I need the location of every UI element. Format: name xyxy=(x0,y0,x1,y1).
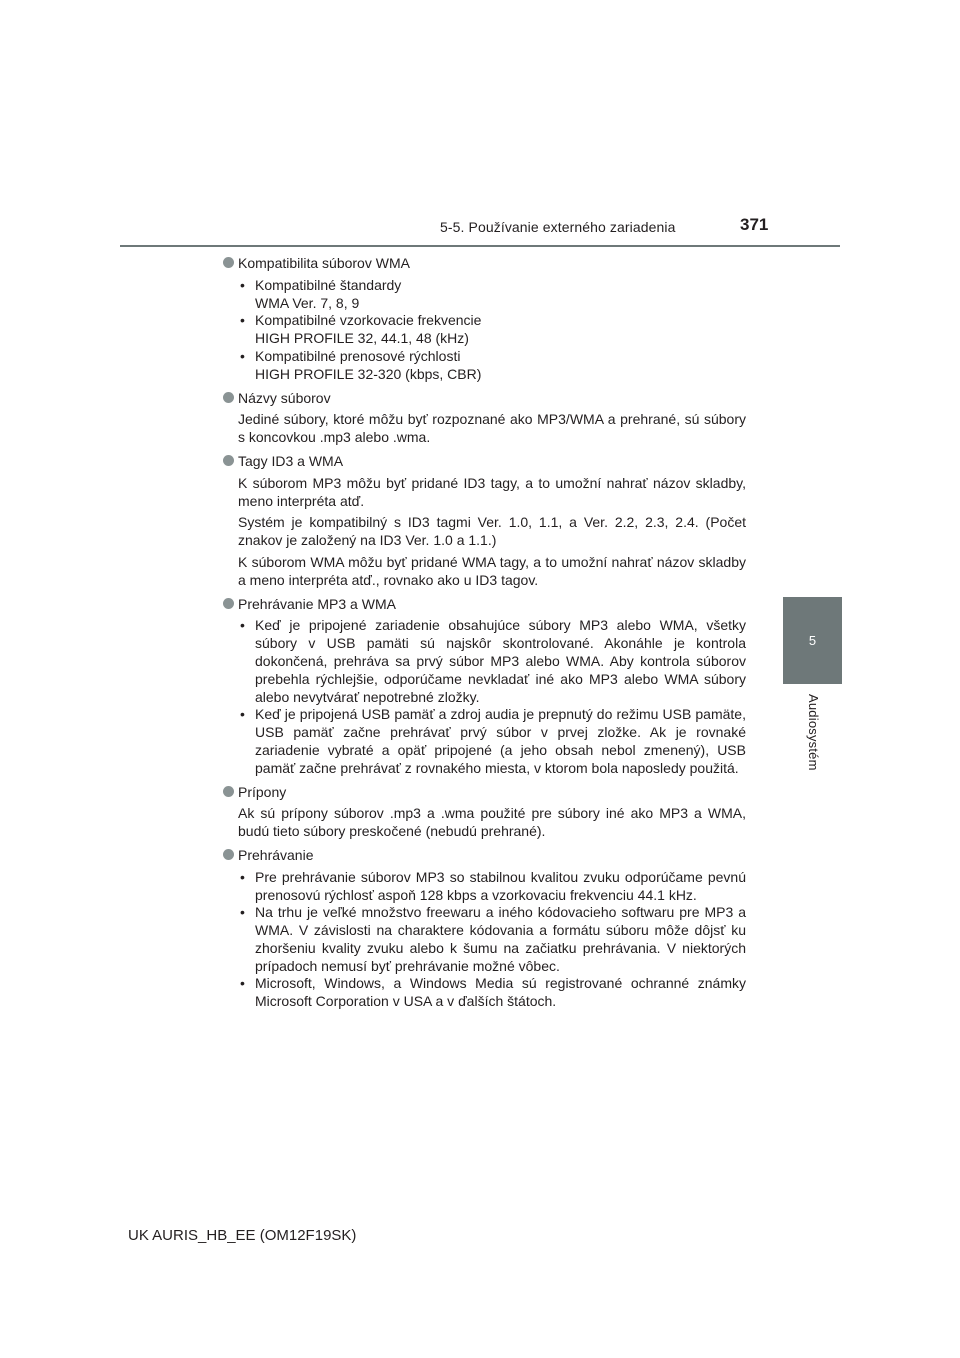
section xyxy=(222,784,746,841)
section xyxy=(222,847,746,1011)
bullet-circle-icon xyxy=(223,455,234,466)
section-heading-text: Tagy ID3 a WMA xyxy=(238,452,344,469)
bullet-list xyxy=(222,277,746,384)
section-heading xyxy=(222,453,746,471)
bullet-text: Pre prehrávanie súborov MP3 so stabilnou kvalitou zvuku odporúčame pevnú prenosovú rýchlosť aspoň 128 kbps a vzorkovaciu frekvenciu 44.1 kHz. xyxy=(255,868,746,903)
bullet-circle-icon xyxy=(223,849,234,860)
chapter-tab xyxy=(783,597,842,684)
section-heading xyxy=(222,255,746,273)
section xyxy=(222,453,746,590)
section-heading-text: Prehrávanie MP3 a WMA xyxy=(238,595,396,612)
bullet-text: Keď je pripojené zariadenie obsahujúce súbory MP3 alebo WMA, všetky súbory v USB pamäti sú najskôr skontrolované. Akonáhle je kontrola dokončená, prehráva sa prvý súbor MP3 alebo WMA. Aby kontrola súborov prebehla rýchlejšie, odporúčame nevkladať iné ako MP3 alebo WMA súbory alebo nevytvárať nepotrebné zložky. xyxy=(255,617,746,705)
bullet-text: Kompatibilné štandardy xyxy=(255,276,402,293)
bullet-text: Kompatibilné prenosové rýchlosti xyxy=(255,347,461,364)
bullet-item xyxy=(222,312,746,348)
bullet-subtext: HIGH PROFILE 32, 44.1, 48 (kHz) xyxy=(255,330,469,347)
paragraph: K súborom MP3 môžu byť pridané ID3 tagy, a to umožní nahrať názov skladby, meno interpréta atď. xyxy=(238,474,746,509)
content xyxy=(222,255,746,1017)
bullet-text: Keď je pripojená USB pamäť a zdroj audia je prepnutý do režimu USB pamäte, USB pamäť začne prehrávať prvý súbor v prvej zložke. Ak je rovnaké zariadenie vybraté a opäť pripojené (a jeho obsah nebol zmenený), USB pamäť začne prehrávať z rovnakého miesta, v ktorom bola naposledy použitá. xyxy=(255,706,746,776)
bullet-list xyxy=(222,617,746,777)
section-heading xyxy=(222,847,746,865)
page-number: 371 xyxy=(740,215,769,234)
bullet-item xyxy=(222,348,746,384)
bullet-text: Na trhu je veľké množstvo freewaru a iného kódovacieho softwaru pre MP3 a WMA. V závislosti na charaktere kódovania a formátu súboru môže dôjsť ku zhoršeniu kvality zvuku alebo k šumu na začiatku prehrávania. V niektorých prípadoch nemusí byť prehrávanie možné vôbec. xyxy=(255,904,746,974)
bullet-text: Microsoft, Windows, a Windows Media sú registrované ochranné známky Microsoft Corporation v USA a v ďalších štátoch. xyxy=(255,975,746,1010)
bullet-subtext: WMA Ver. 7, 8, 9 xyxy=(255,294,360,311)
bullet-circle-icon xyxy=(223,392,234,403)
bullet-item xyxy=(222,277,746,313)
header-section-title: 5-5. Používanie externého zariadenia xyxy=(440,219,676,235)
section-heading-text: Prehrávanie xyxy=(238,846,314,863)
section xyxy=(222,390,746,447)
bullet-circle-icon xyxy=(223,598,234,609)
bullet-subtext: HIGH PROFILE 32-320 (kbps, CBR) xyxy=(255,365,482,382)
bullet-item xyxy=(222,904,746,975)
bullet-circle-icon xyxy=(223,786,234,797)
footer-code: UK AURIS_HB_EE (OM12F19SK) xyxy=(128,1227,357,1244)
bullet-item xyxy=(222,617,746,706)
section xyxy=(222,596,746,778)
paragraph: Jediné súbory, ktoré môžu byť rozpoznané ako MP3/WMA a prehrané, sú súbory s koncovkou .mp3 alebo .wma. xyxy=(238,411,746,446)
header-rule xyxy=(120,245,840,247)
section xyxy=(222,255,746,384)
bullet-circle-icon xyxy=(223,257,234,268)
section-heading-text: Prípony xyxy=(238,783,287,800)
section-heading xyxy=(222,596,746,614)
bullet-text: Kompatibilné vzorkovacie frekvencie xyxy=(255,312,482,329)
chapter-tab-number: 5 xyxy=(808,633,817,648)
bullet-list xyxy=(222,869,746,1011)
bullet-item xyxy=(222,975,746,1011)
bullet-item xyxy=(222,869,746,905)
bullet-item xyxy=(222,706,746,777)
section-heading-text: Kompatibilita súborov WMA xyxy=(238,255,410,271)
section-heading xyxy=(222,390,746,408)
paragraph: Systém je kompatibilný s ID3 tagmi Ver. 1.0, 1.1, a Ver. 2.2, 2.3, 2.4. (Počet znakov je založený na ID3 Ver. 1.0 a 1.1.) xyxy=(238,514,746,549)
chapter-tab-label: Audiosystém xyxy=(806,694,821,771)
section-heading xyxy=(222,784,746,802)
section-heading-text: Názvy súborov xyxy=(238,389,331,406)
paragraph: Ak sú prípony súborov .mp3 a .wma použité pre súbory iné ako MP3 a WMA, budú tieto súbory preskočené (nebudú prehrané). xyxy=(238,805,746,840)
paragraph: K súborom WMA môžu byť pridané WMA tagy, a to umožní nahrať názov skladby a meno interpréta atď., rovnako ako u ID3 tagov. xyxy=(238,553,746,588)
